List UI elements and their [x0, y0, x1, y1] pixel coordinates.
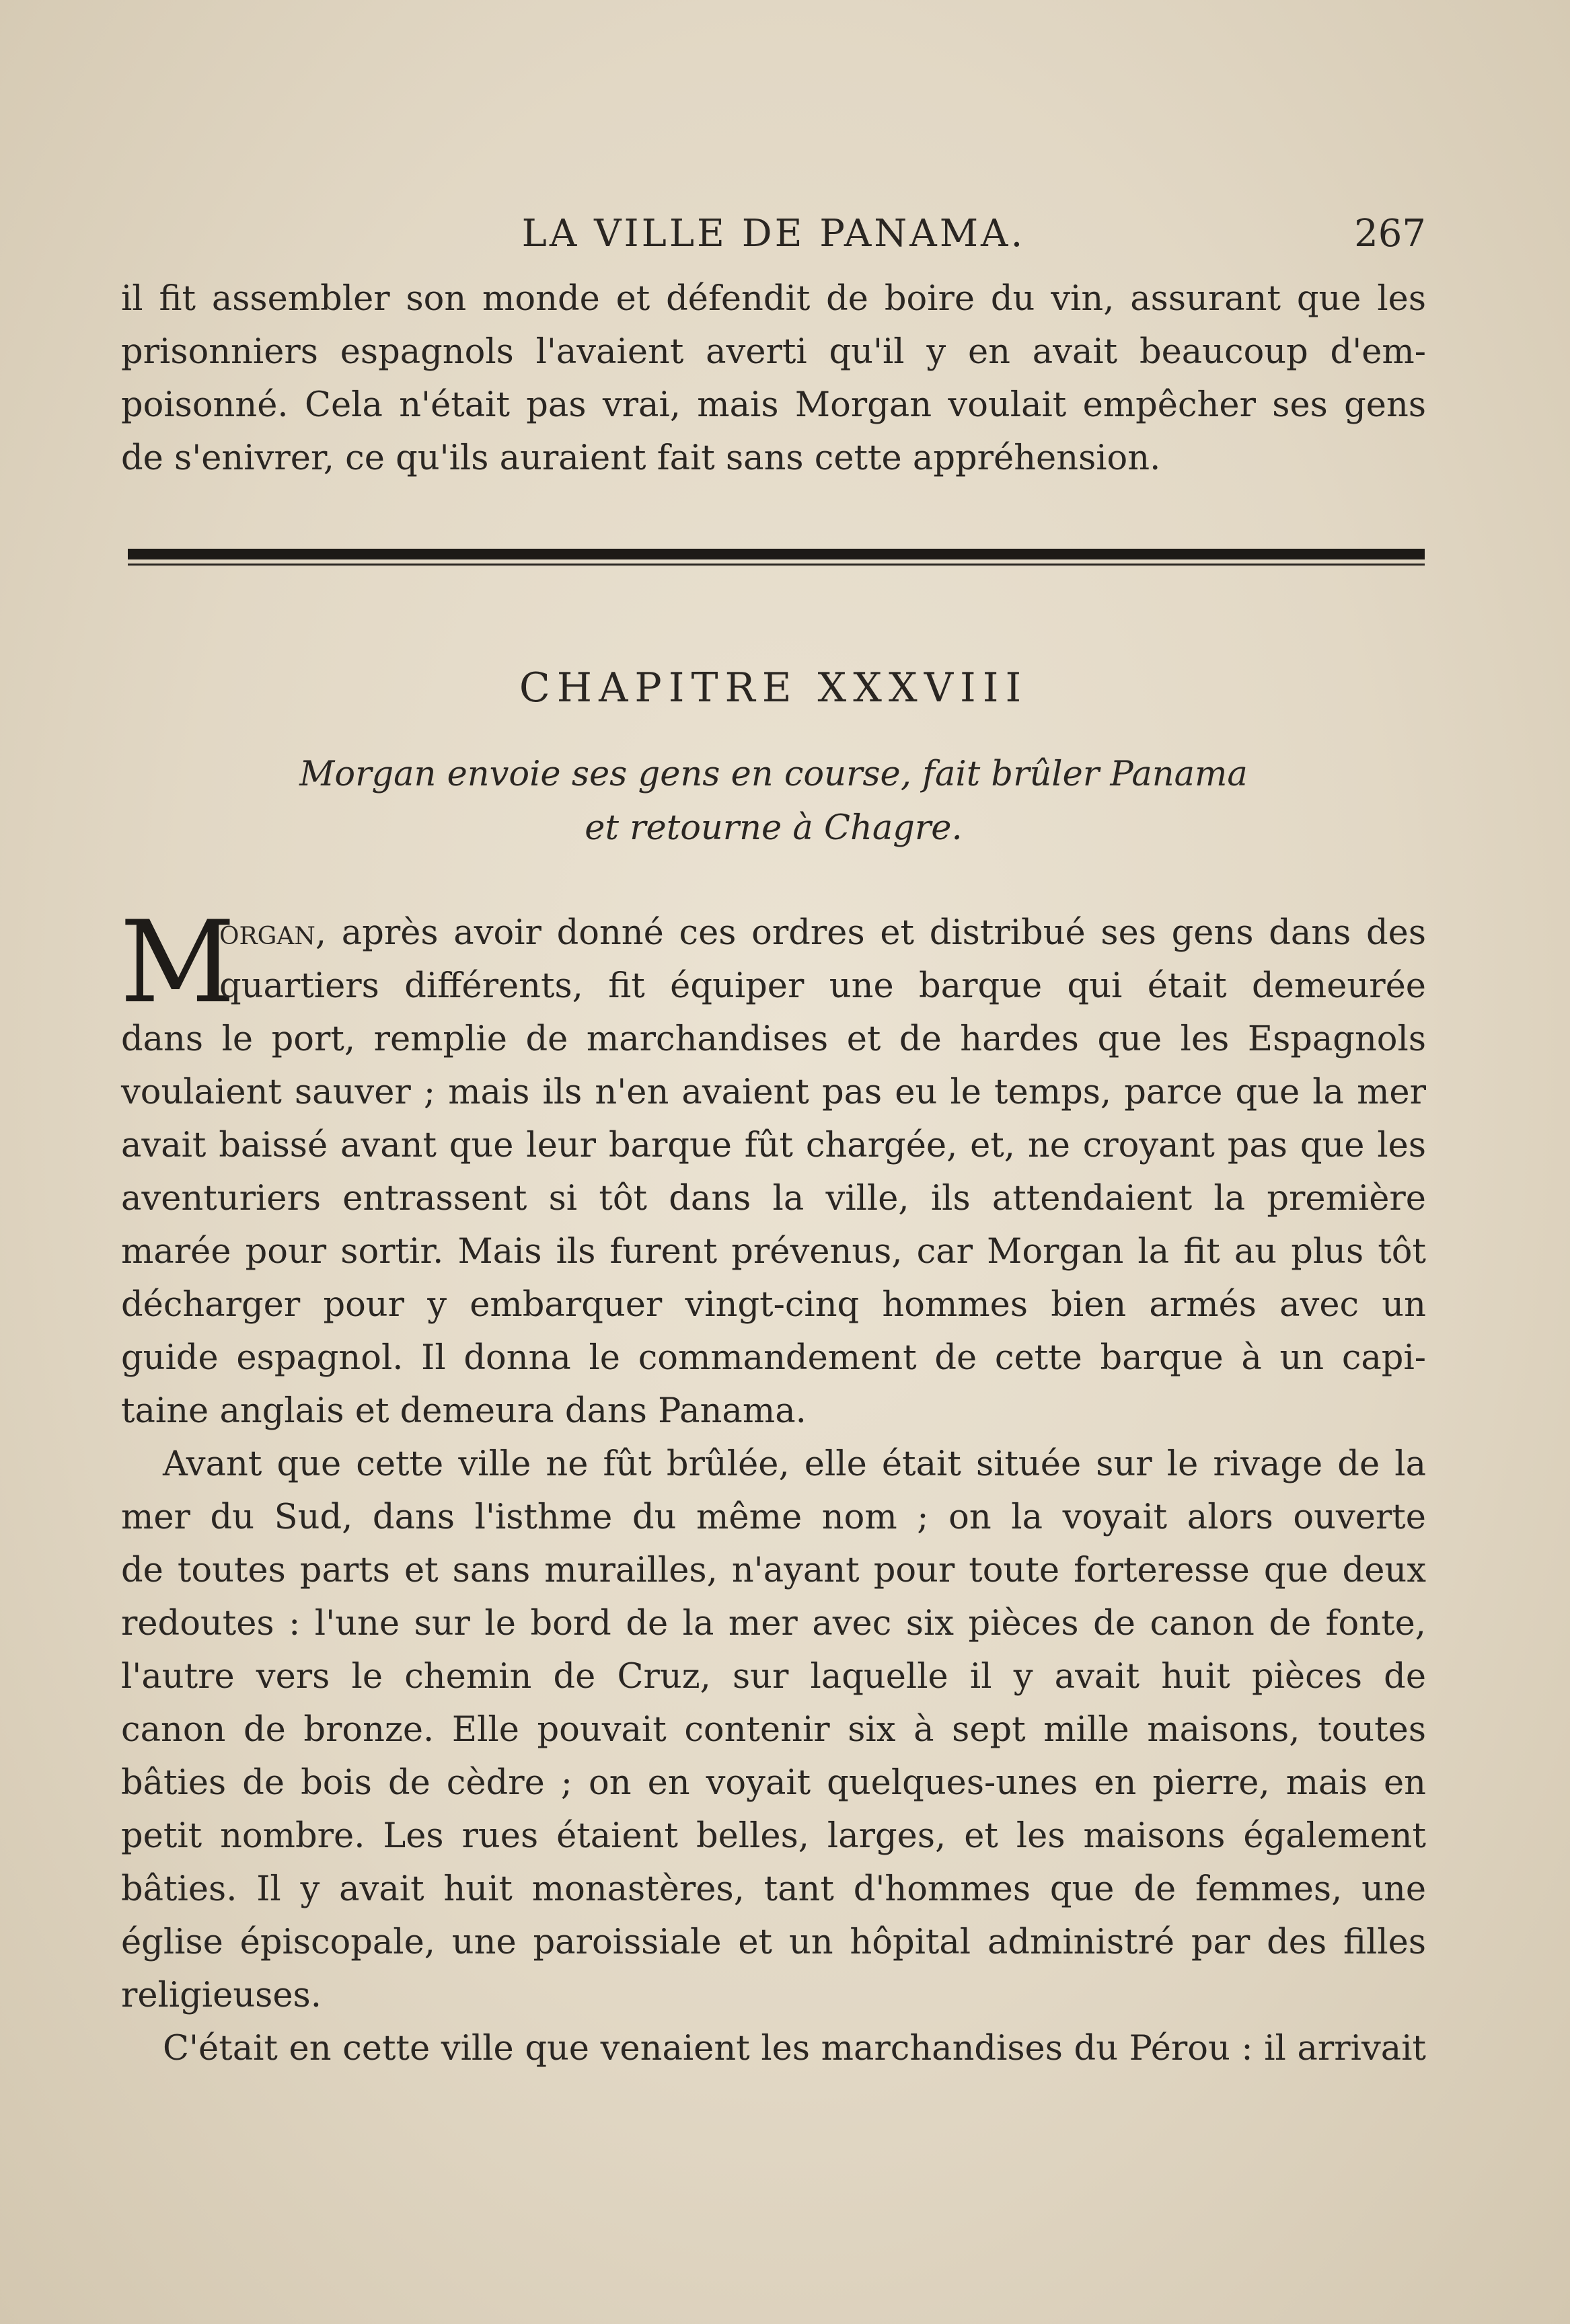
text-line: de toutes parts et sans murailles, n'ayant pour toute forteresse que deux	[121, 1551, 1426, 1590]
text-line: décharger pour y embarquer vingt-cinq hommes bien armés avec un	[121, 1285, 1426, 1325]
text-line: avait baissé avant que leur barque fût chargée, et, ne croyant pas que les	[121, 1126, 1426, 1165]
text-line: l'autre vers le chemin de Cruz, sur laquelle il y avait huit pièces de	[121, 1657, 1426, 1697]
text-line: bâties. Il y avait huit monastères, tant d'hommes que de femmes, une	[121, 1869, 1426, 1909]
text-line: poisonné. Cela n'était pas vrai, mais Morgan voulait empêcher ses gens	[121, 385, 1426, 425]
text-line: C'était en cette ville que venaient les marchandises du Pérou : il arrivait	[163, 2029, 1426, 2068]
small-caps-word: organ,	[219, 913, 327, 953]
text-line: quartiers différents, fit équiper une barque qui était demeurée	[219, 966, 1426, 1006]
text-line: religieuses.	[121, 1976, 322, 2015]
text-line: taine anglais et demeura dans Panama.	[121, 1391, 807, 1431]
running-head	[121, 203, 1426, 265]
continuation-paragraph	[121, 272, 1426, 485]
drop-cap: M	[120, 896, 236, 1028]
running-title: LA VILLE DE PANAMA.	[521, 212, 1026, 256]
text-line: dans le port, remplie de marchandises et de hardes que les Espagnols	[121, 1019, 1426, 1059]
text-line: mer du Sud, dans l'isthme du même nom ; on la voyait alors ouverte	[121, 1498, 1426, 1537]
text-line: de s'enivrer, ce qu'ils auraient fait sans cette appréhension.	[121, 438, 1161, 478]
text-line: voulaient sauver ; mais ils n'en avaient pas eu le temps, parce que la mer	[121, 1073, 1426, 1112]
text-line: église épiscopale, une paroissiale et un hôpital administré par des filles	[121, 1923, 1426, 1962]
text-line: canon de bronze. Elle pouvait contenir six à sept mille maisons, toutes	[121, 1710, 1426, 1750]
text-line: bâties de bois de cèdre ; on en voyait quelques-unes en pierre, mais en	[121, 1763, 1426, 1803]
text-line: marée pour sortir. Mais ils furent prévenus, car Morgan la fit au plus tôt	[121, 1232, 1426, 1272]
first-line-rest: après avoir donné ces ordres et distribué ses gens dans des	[326, 913, 1426, 953]
text-line: Avant que cette ville ne fût brûlée, elle était située sur le rivage de la	[163, 1444, 1426, 1484]
chapter-title: CHAPITRE XXXVIII	[519, 664, 1029, 711]
chapter-summary-line: et retourne à Chagre.	[585, 808, 963, 848]
chapter-body	[120, 896, 1426, 2075]
text-line: aventuriers entrassent si tôt dans la ville, ils attendaient la première	[121, 1179, 1426, 1218]
text-line: petit nombre. Les rues étaient belles, larges, et les maisons également	[121, 1816, 1426, 1856]
text-line: redoutes : l'une sur le bord de la mer avec six pièces de canon de fonte,	[121, 1604, 1426, 1643]
page-number: 267	[1354, 212, 1426, 256]
text-line: guide espagnol. Il donna le commandement de cette barque à un capi-	[121, 1338, 1426, 1378]
chapter-summary-line: Morgan envoie ses gens en course, fait brûler Panama	[299, 754, 1248, 794]
text-line: prisonniers espagnols l'avaient averti qu'il y en avait beaucoup d'em-	[121, 332, 1426, 372]
chapter-summary	[121, 748, 1426, 855]
text-line-first	[121, 906, 1426, 960]
chapter-divider-rule	[128, 549, 1425, 566]
text-line: il fit assembler son monde et défendit de boire du vin, assurant que les	[121, 279, 1426, 319]
